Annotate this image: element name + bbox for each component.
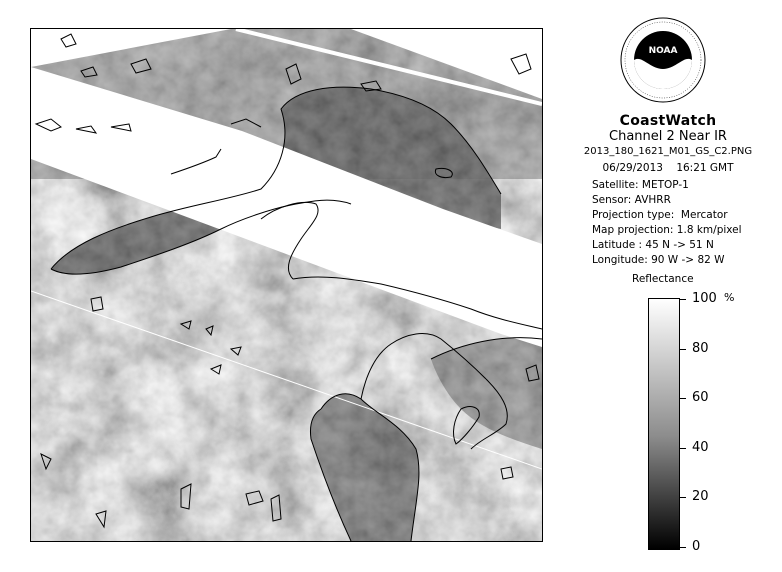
colorbar-tick [680, 497, 686, 498]
colorbar-tick [680, 547, 686, 548]
colorbar-tick-label: 60 [692, 390, 709, 406]
latitude-label: Latitude : 45 N -> 51 N [592, 239, 714, 251]
longitude-label: Longitude: 90 W -> 82 W [592, 254, 725, 266]
date-time: 06/29/2013 16:21 GMT [602, 162, 734, 174]
satellite-image-svg [31, 29, 542, 541]
brand-title: CoastWatch [619, 113, 717, 129]
noaa-logo [620, 17, 706, 103]
projection-type-label: Projection type: Mercator [592, 209, 728, 221]
colorbar-tick [680, 299, 686, 300]
colorbar-tick-label: 20 [692, 489, 709, 505]
colorbar-tick-label: 100 [692, 291, 717, 306]
noaa-seal-icon [620, 17, 706, 103]
colorbar-tick-label: 80 [692, 340, 709, 356]
satellite-label: Satellite: METOP-1 [592, 179, 689, 191]
colorbar-tick-label: 40 [692, 439, 709, 455]
map-projection-label: Map projection: 1.8 km/pixel [592, 224, 742, 236]
colorbar-tick [680, 398, 686, 399]
colorbar [648, 298, 680, 550]
colorbar-tick [680, 448, 686, 449]
sensor-label: Sensor: AVHRR [592, 194, 671, 206]
colorbar-tick [680, 349, 686, 350]
colorbar-tick-label: 0 [692, 539, 701, 554]
colorbar-unit: % [724, 291, 735, 304]
satellite-image-map [30, 28, 543, 542]
colorbar-title: Reflectance [632, 273, 694, 285]
file-name: 2013_180_1621_M01_GS_C2.PNG [583, 146, 753, 157]
logo-text: NOAA [648, 46, 678, 56]
channel-title: Channel 2 Near IR [609, 129, 727, 144]
